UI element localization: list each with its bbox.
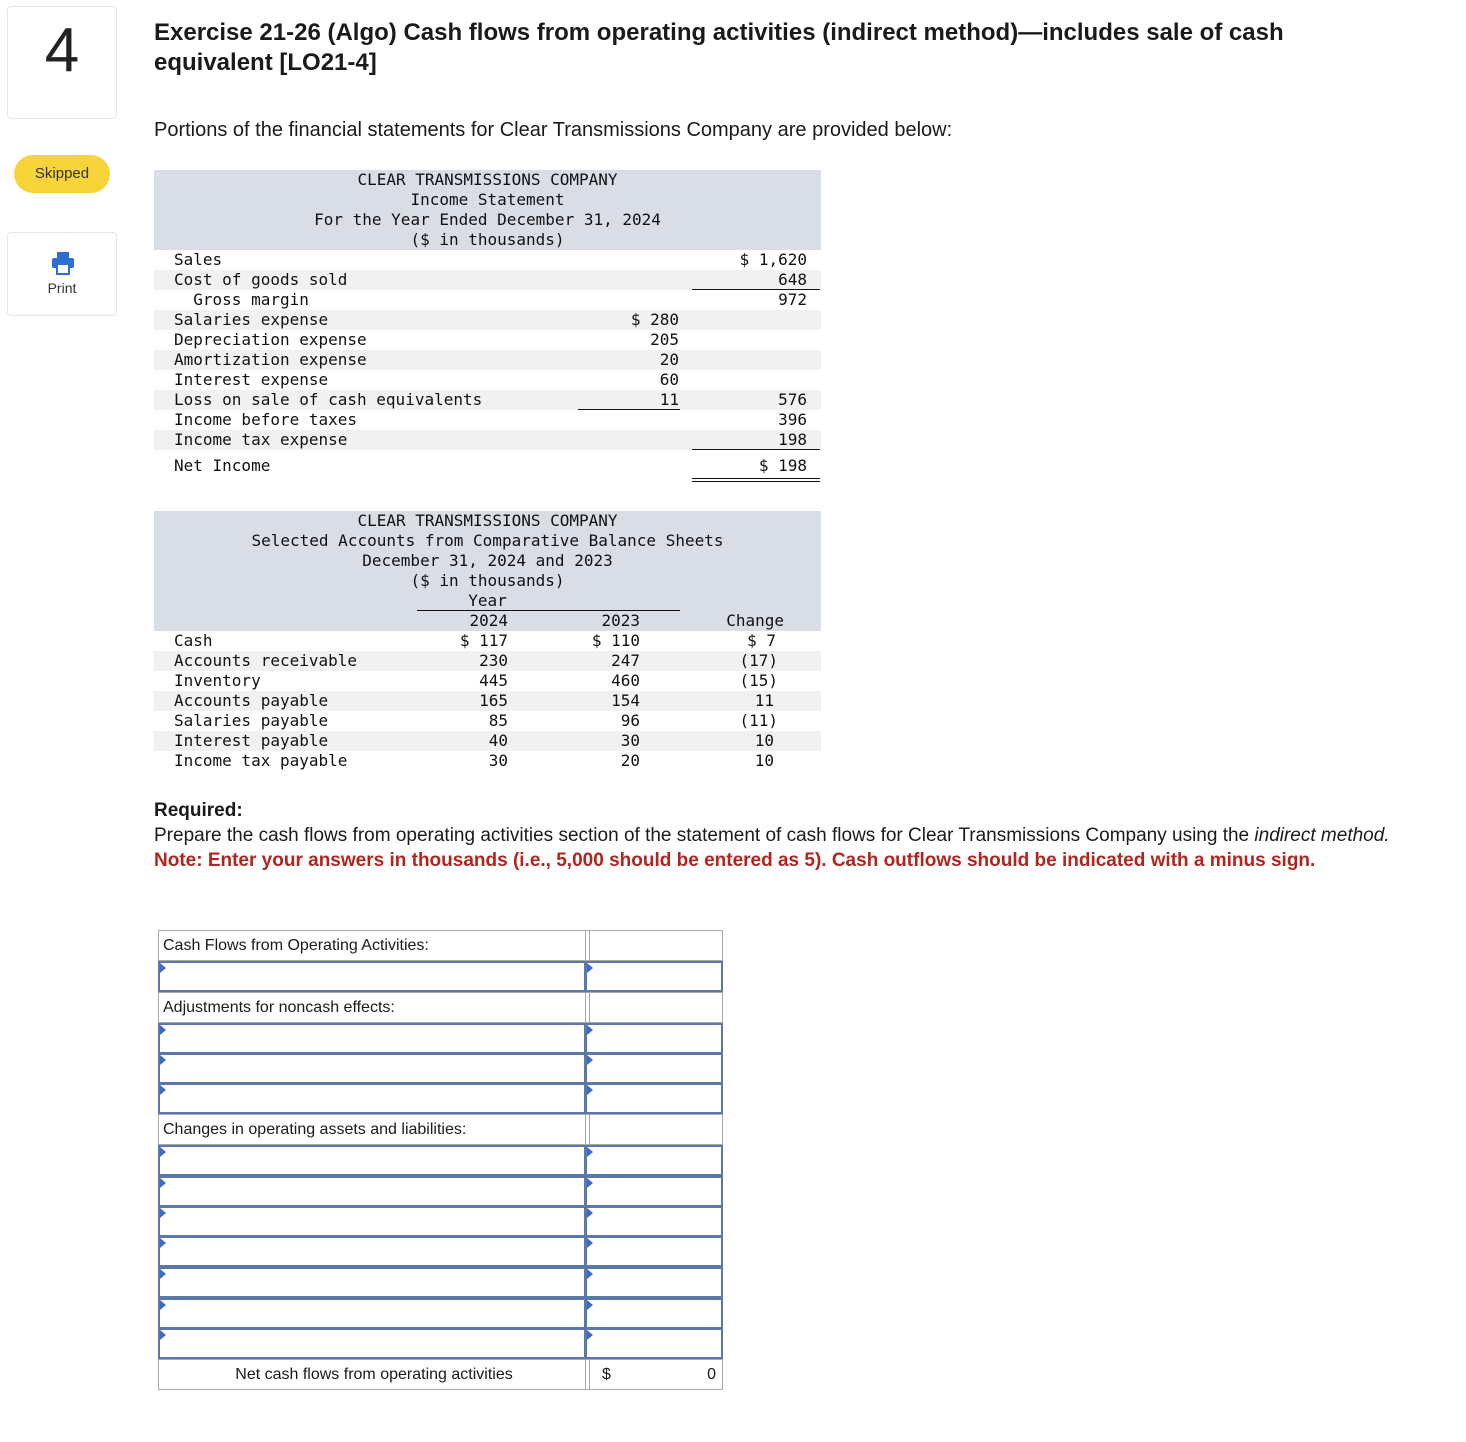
table-row xyxy=(158,1083,722,1114)
bs-col-2023: 2023 xyxy=(601,611,640,630)
dropdown-arrow-icon xyxy=(587,1178,593,1188)
label-dropdown[interactable] xyxy=(158,1328,586,1359)
skipped-badge: Skipped xyxy=(14,155,110,193)
dropdown-arrow-icon xyxy=(587,1269,593,1279)
table-row: Cost of goods sold 648 xyxy=(154,270,821,290)
table-row xyxy=(158,1328,722,1359)
table-row: Amortization expense 20 xyxy=(154,350,821,370)
print-button[interactable] xyxy=(7,232,117,316)
label-dropdown[interactable] xyxy=(158,961,586,992)
table-row xyxy=(158,1236,722,1267)
dropdown-arrow-icon xyxy=(160,1025,166,1035)
bs-col-change: Change xyxy=(726,611,784,630)
dropdown-arrow-icon xyxy=(587,1238,593,1248)
dropdown-arrow-icon xyxy=(587,1085,593,1095)
amount-input[interactable] xyxy=(585,961,723,992)
amount-input[interactable] xyxy=(585,1023,723,1054)
label-dropdown[interactable] xyxy=(158,1298,586,1329)
dropdown-arrow-icon xyxy=(160,1085,166,1095)
label-dropdown[interactable] xyxy=(158,1267,586,1298)
total-currency: $ xyxy=(602,1366,611,1383)
dropdown-arrow-icon xyxy=(587,1025,593,1035)
table-row xyxy=(158,1053,722,1084)
exercise-title: Exercise 21-26 (Algo) Cash flows from operating activities (indirect method)—includes sale of cash equivalent [LO21-4] xyxy=(154,19,1284,76)
amount-input[interactable] xyxy=(585,1176,723,1207)
dropdown-arrow-icon xyxy=(587,1330,593,1340)
print-label: Print xyxy=(47,280,77,296)
dropdown-arrow-icon xyxy=(587,1147,593,1157)
table-row xyxy=(158,1206,722,1237)
cfo-header: Cash Flows from Operating Activities: xyxy=(158,930,590,961)
table-row xyxy=(158,930,722,961)
table-row: Interest expense 60 xyxy=(174,370,679,389)
table-row: Income tax payable 30 20 10 xyxy=(174,751,774,770)
amount-input[interactable] xyxy=(585,1236,723,1267)
bs-period: December 31, 2024 and 2023 xyxy=(362,551,613,570)
intro-text: Portions of the financial statements for Clear Transmissions Company are provided below: xyxy=(154,119,953,141)
amount-input[interactable] xyxy=(585,1053,723,1084)
label-dropdown[interactable] xyxy=(158,1053,586,1084)
dropdown-arrow-icon xyxy=(160,1300,166,1310)
balance-sheet xyxy=(154,511,821,771)
dropdown-arrow-icon xyxy=(160,1147,166,1157)
income-statement-header xyxy=(154,170,821,250)
table-row: Sales $ 1,620 xyxy=(174,250,807,269)
table-row xyxy=(158,1145,722,1176)
amount-input[interactable] xyxy=(585,1328,723,1359)
dropdown-arrow-icon xyxy=(587,1208,593,1218)
table-row xyxy=(158,1267,722,1298)
label-dropdown[interactable] xyxy=(158,1083,586,1114)
changes-header: Changes in operating assets and liabilities: xyxy=(158,1114,590,1145)
table-row: Loss on sale of cash equivalents 11 576 xyxy=(154,390,821,410)
balance-sheet-header xyxy=(154,511,821,631)
dropdown-arrow-icon xyxy=(587,1300,593,1310)
table-row xyxy=(158,1114,722,1145)
dropdown-arrow-icon xyxy=(160,1269,166,1279)
total-row xyxy=(158,1359,722,1390)
table-row: Inventory 445 460 (15) xyxy=(174,671,778,690)
table-row: Accounts receivable 230 247 (17) xyxy=(154,651,821,671)
total-value-cell xyxy=(585,1359,723,1390)
label-dropdown[interactable] xyxy=(158,1236,586,1267)
required-text: Prepare the cash flows from operating activities section of the statement of cash flows for Clear Transmissions Company using the indirect method. xyxy=(154,825,1390,846)
amount-input[interactable] xyxy=(585,1145,723,1176)
dropdown-arrow-icon xyxy=(160,1330,166,1340)
bs-year-label: Year xyxy=(468,591,507,610)
bs-units: ($ in thousands) xyxy=(410,571,565,590)
adjustments-header: Adjustments for noncash effects: xyxy=(158,992,590,1023)
total-label: Net cash flows from operating activities xyxy=(158,1359,590,1390)
table-row: Interest payable 40 30 10 xyxy=(154,731,821,751)
table-row xyxy=(158,992,722,1023)
amount-input[interactable] xyxy=(585,1267,723,1298)
table-row xyxy=(158,1176,722,1207)
table-row: Salaries expense $ 280 xyxy=(154,310,821,330)
is-period: For the Year Ended December 31, 2024 xyxy=(314,210,661,229)
dropdown-arrow-icon xyxy=(160,1055,166,1065)
required-note: Note: Enter your answers in thousands (i.e., 5,000 should be entered as 5). Cash outflows should be indicated with a minus sign. xyxy=(154,850,1316,871)
table-row xyxy=(158,1298,722,1329)
table-row: Income before taxes 396 xyxy=(174,410,807,429)
table-row: Salaries payable 85 96 (11) xyxy=(174,711,778,730)
label-dropdown[interactable] xyxy=(158,1023,586,1054)
amount-input[interactable] xyxy=(585,1206,723,1237)
is-units: ($ in thousands) xyxy=(410,230,565,249)
table-row: Net Income $ 198 xyxy=(154,450,821,482)
dropdown-arrow-icon xyxy=(160,963,166,973)
total-value: 0 xyxy=(707,1366,716,1383)
label-dropdown[interactable] xyxy=(158,1145,586,1176)
dropdown-arrow-icon xyxy=(160,1238,166,1248)
dropdown-arrow-icon xyxy=(587,1055,593,1065)
amount-input[interactable] xyxy=(585,1298,723,1329)
bs-company: CLEAR TRANSMISSIONS COMPANY xyxy=(357,511,618,530)
table-row: Gross margin 972 xyxy=(174,290,807,309)
dropdown-arrow-icon xyxy=(160,1208,166,1218)
bs-name: Selected Accounts from Comparative Balance Sheets xyxy=(251,531,724,550)
dropdown-arrow-icon xyxy=(160,1178,166,1188)
table-row: Cash $ 117 $ 110 $ 7 xyxy=(174,631,776,650)
table-row xyxy=(158,1023,722,1054)
amount-input[interactable] xyxy=(585,1083,723,1114)
required-section xyxy=(154,798,1444,873)
is-company: CLEAR TRANSMISSIONS COMPANY xyxy=(357,170,618,189)
label-dropdown[interactable] xyxy=(158,1206,586,1237)
income-statement xyxy=(154,170,821,482)
bs-col-2024: 2024 xyxy=(469,611,508,630)
table-row: Depreciation expense 205 xyxy=(174,330,679,349)
question-number-box xyxy=(7,6,117,119)
dropdown-arrow-icon xyxy=(587,963,593,973)
required-heading: Required: xyxy=(154,800,243,821)
table-row: Income tax expense 198 xyxy=(154,430,821,450)
table-row xyxy=(158,961,722,992)
table-row: Accounts payable 165 154 11 xyxy=(154,691,821,711)
printer-icon xyxy=(50,250,76,276)
question-number: 4 xyxy=(44,16,80,85)
is-name: Income Statement xyxy=(410,190,565,209)
label-dropdown[interactable] xyxy=(158,1176,586,1207)
